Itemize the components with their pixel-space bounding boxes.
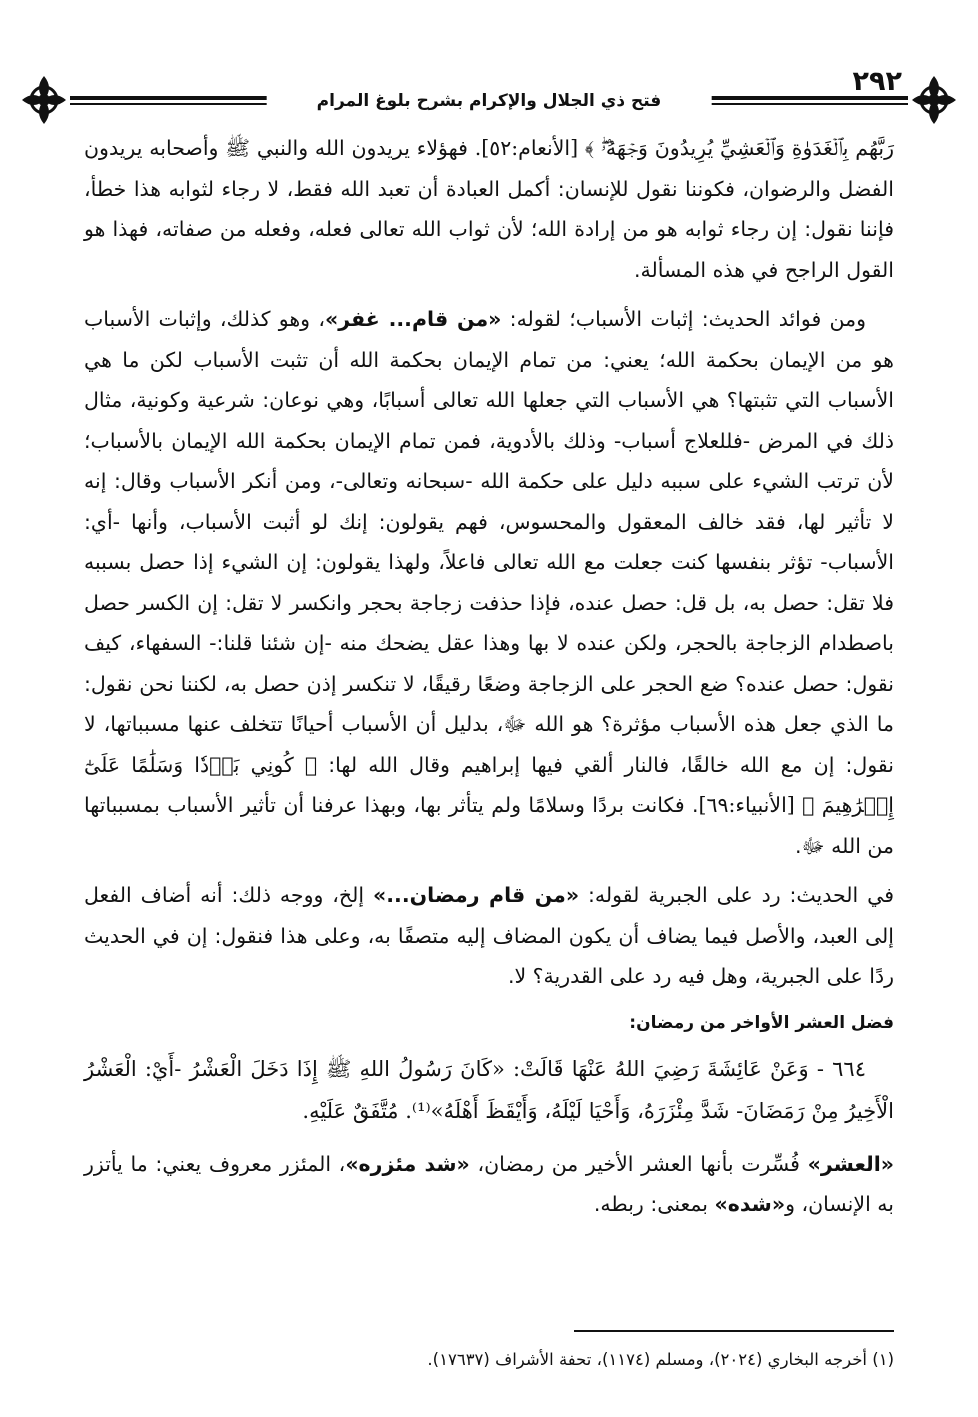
paragraph-3 (84, 875, 894, 997)
main-text (84, 128, 894, 1234)
hadith-quote: «من قام رمضان...» (373, 883, 580, 907)
quran-quote: ﴿ كُونِي بَرۡدٗا وَسَلَٰمًا عَلَىٰٓ إِبۡرَٰهِيمَ ﴾ [الأنبياء:٦٩] (84, 752, 895, 817)
term: «شده» (714, 1192, 786, 1216)
page-number: ٢٩٢ (852, 66, 902, 97)
text-run: في الحديث: رد على الجبرية لقوله: (579, 883, 894, 907)
paragraph-1 (84, 128, 894, 290)
text-run: . فكانت بردًا وسلامًا ولم يتأثر بها، وبهذا عرفنا أن تأثير الأسباب بمسبباتها من الله ﷻ. (84, 793, 894, 858)
term: «شد مئزره» (345, 1151, 470, 1176)
running-title: فتح ذي الجلال والإكرام بشرح بلوغ المرام (267, 86, 712, 116)
footnote: (١) أخرجه البخاري (٢٠٢٤)، ومسلم (١١٧٤)، تحفة الأشراف (١٧٦٣٧). (427, 1350, 894, 1369)
hadith-text: ٦٦٤ - وَعَنْ عَائِشَةَ رَضِيَ اللهُ عَنْهَا قَالَتْ: «كَانَ رَسُولُ اللهِ ﷺ إِذَا دَخَلَ الْعَشْرُ -أَيْ: الْعَشْرُ الْأَخِيرُ مِنْ رَمَضَانَ- شَدَّ مِئْزَرَهُ، وَأَحْيَا لَيْلَهُ، وَأَيْقَظَ أَهْلَهُ»⁽¹⁾. مُتَّفَقٌ عَلَيْهِ. (84, 1056, 894, 1123)
text-run: ومن فوائد الحديث: إثبات الأسباب؛ لقوله: (501, 307, 866, 331)
text-run: ، المئزر معروف يعني: ما يأتزر به الإنسان، و (84, 1151, 894, 1216)
footnote-divider (574, 1330, 894, 1332)
text-run: فُسِّرت بأنها العشر الأخير من رمضان، (469, 1151, 808, 1176)
section-heading: فضل العشر الأواخر من رمضان: (629, 1012, 894, 1033)
hadith-quote: «من قام... غفر» (324, 307, 502, 331)
ornament-right-icon (910, 74, 958, 126)
quran-quote: رَبَّهُم بِٱلۡغَدَوٰةِ وَٱلۡعَشِيِّ يُرِيدُونَ وَجۡهَهُۥۖ ﴾ [الأنعام:٥٢]. (467, 136, 894, 160)
paragraph-final (84, 1144, 894, 1225)
text-run: بمعنى: ربطه. (593, 1192, 715, 1216)
text-run: إلخ، ووجه ذلك: أنه أضاف الفعل إلى العبد، والأصل فيما يضاف أن يكون المضاف إليه متصفًا به، وعلى هذا فنقول: إن في الحديث ردًا على الجبرية، وهل فيه رد على القدرية؟ لا. (84, 883, 894, 988)
ornament-left-icon (20, 74, 68, 126)
text-run: فهؤلاء يريدون الله والنبي ﷺ وأصحابه يريدون الفضل والرضوان، فكوننا نقول للإنسان: أكمل العبادة أن تعبد الله فقط، لا رجاء لثوابه هذا خطأ، فإننا نقول: إن رجاء ثوابه هو من إرادة الله؛ لأن ثواب الله تعالى فعله، وفعله من صفاته، فهذا هو القول الراجح في هذه المسألة. (84, 136, 894, 282)
term: «العشر» (807, 1151, 895, 1176)
paragraph-2 (84, 299, 894, 866)
text-run: ، وهو كذلك، وإثبات الأسباب هو من الإيمان بحكمة الله؛ يعني: من تمام الإيمان بحكمة الله أن تثبت الأسباب لكن ما هي الأسباب التي تثبتها؟ هي الأسباب التي جعلها الله تعالى أسبابًا، وهي نوعان: شرعية وكونية، مثال ذلك في المرض -فللعلاج أسباب- وذلك بالأدوية، فمن تمام الإيمان بحكمة الله الإيمان بالأسباب؛ لأن ترتب الشيء على سببه دليل على حكمة الله -سبحانه وتعالى-، ومن أنكر الأسباب وقال: إنه لا تأثير لها، فقد خالف المعقول والمحسوس، فهم يقولون: إنك لو أثبت الأسباب، وأنها -أي: الأسباب- تؤثر بنفسها كنت جعلت مع الله تعالى فاعلاً، ولهذا يقولون: إن الشيء إذا حصل بسببه فلا تقل: حصل به، بل قل: حصل عنده، فإذا حذفت زجاجة بحجر وانكسر لا تقل: إن الكسر حصل باصطدام الزجاجة بالحجر، ولكن عنده لا بها وهذا عقل يضحك منه -إن شئنا قلنا:- السفهاء، كيف نقول: حصل عنده؟ ضع الحجر على الزجاجة وضعًا رقيقًا، لا تنكسر إذن حصل به، لكننا نحن نقول: ما الذي جعل هذه الأسباب مؤثرة؟ هو الله ﷻ، بدليل أن الأسباب أحيانًا تتخلف عنها مسبباتها، لا نقول: إن مع الله خالقًا، فالنار ألقي فيها إبراهيم وقال الله لها: (84, 307, 894, 777)
